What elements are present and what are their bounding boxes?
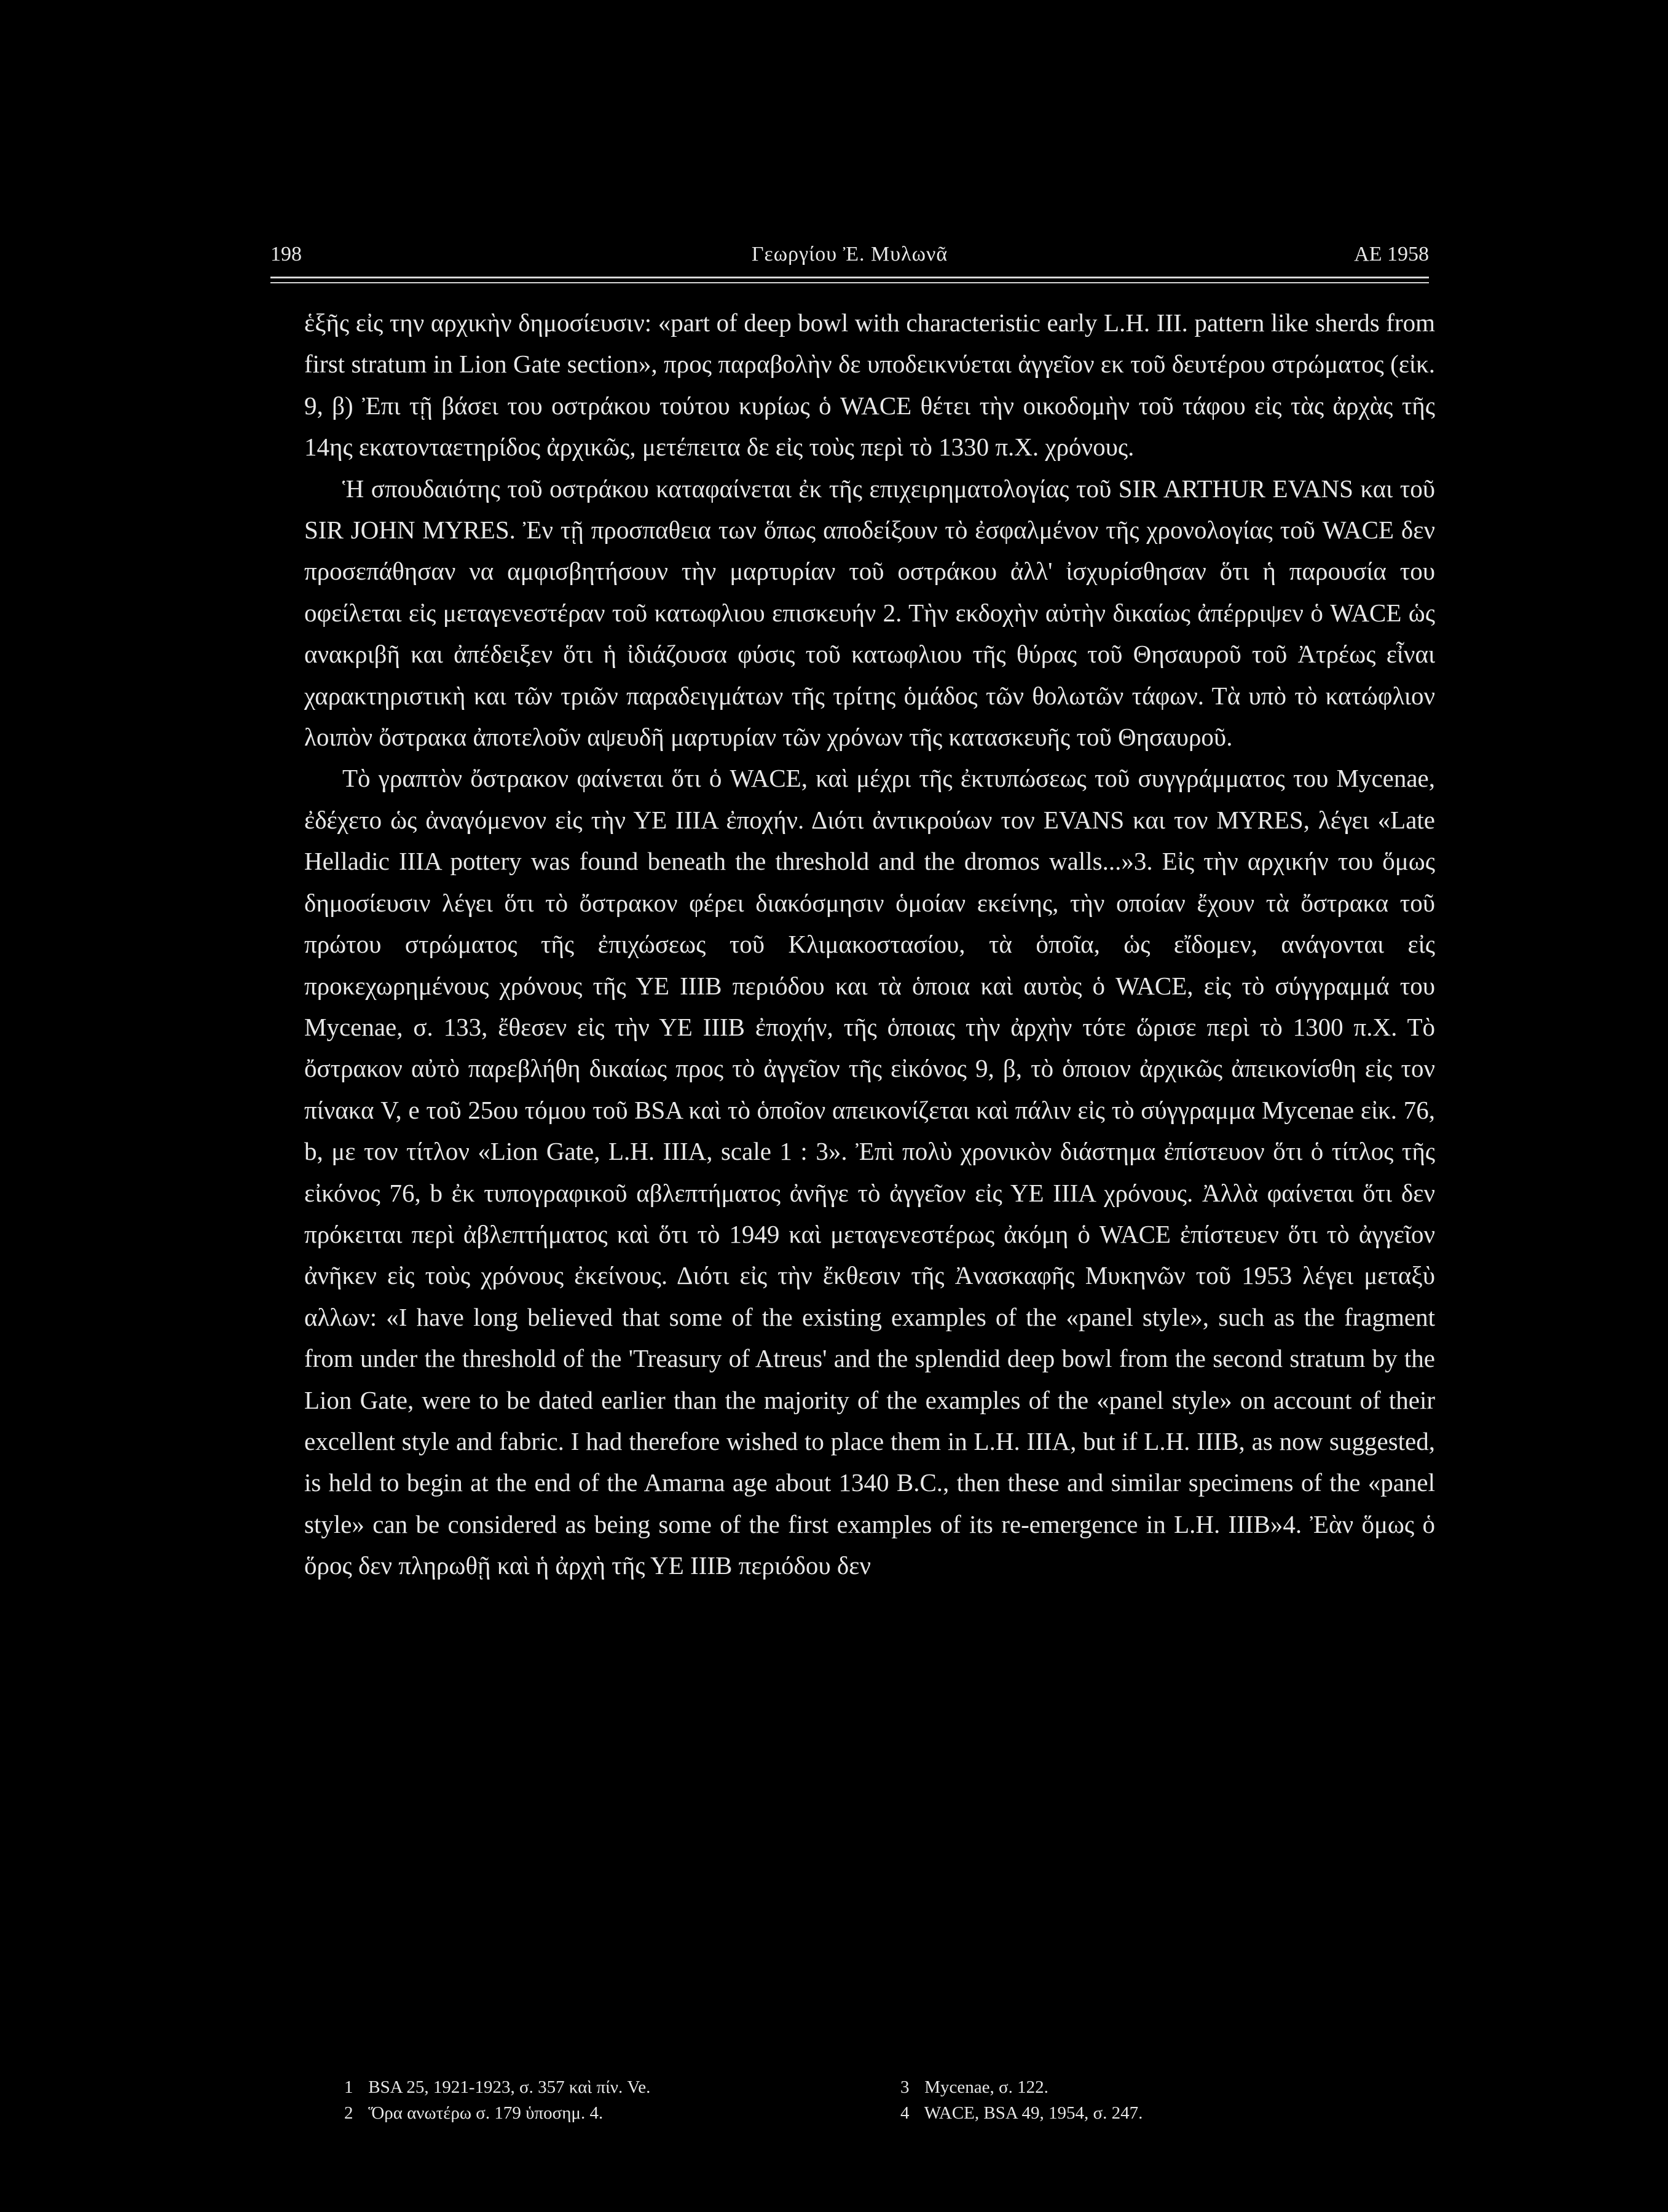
paragraph-2: Ἡ σπουδαιότης τοῦ οστράκου καταφαίνεται ἐκ τῆς επιχειρηματολογίας τοῦ SIR ARTHUR EVANS και τοῦ SIR JOHN MYRES. Ἐν τῇ προσπαθεια των ὅπως αποδείξουν τὸ ἐσφαλμένον τῆς χρονολογίας τοῦ WACE δεν προσεπάθησαν να αμφισβητήσουν τὴν μαρτυρίαν τοῦ οστράκου ἀλλ' ἰσχυρίσθησαν ὅτι ἡ παρουσία του οφείλεται εἰς μεταγενεστέραν τοῦ κατωφλιου επισκευήν 2. Τὴν εκδοχὴν αὐτὴν δικαίως ἀπέρριψεν ὁ WACE ὡς ανακριβῆ και ἀπέδειξεν ὅτι ἡ ἰδιάζουσα φύσις τοῦ κατωφλιου τῆς θύρας τοῦ Θησαυροῦ τοῦ Ἀτρέως εἶναι χαρακτηριστικὴ και τῶν τριῶν παραδειγμάτων τῆς τρίτης ὁμάδος τῶν θολωτῶν τάφων. Τὰ υπὸ τὸ κατώφλιον λοιπὸν ὄστρακα ἀποτελοῦν αψευδῆ μαρτυρίαν τῶν χρόνων τῆς κατασκευῆς τοῦ Θησαυροῦ. [304, 474, 1435, 752]
main-text [304, 302, 1435, 1587]
footnote-2 [344, 2100, 848, 2126]
footnotes-right-column [900, 2074, 1404, 2126]
footnotes-left-column [344, 2074, 848, 2126]
page-number: 198 [270, 243, 302, 266]
footnote-number: 4 [900, 2103, 910, 2123]
paragraph-1: ἑξῆς εἰς την αρχικὴν δημοσίευσιν: «part of deep bowl with characteristic early L.H. III. pattern like sherds from first stratum in Lion Gate section», προς παραβολὴν δε υποδεικνύεται ἀγγεῖον εκ τοῦ δευτέρου στρώματος (εἰκ. 9, β) Ἐπι τῇ βάσει του οστράκου τούτου κυρίως ὁ WACE θέτει τὴν οικοδομὴν τοῦ τάφου εἰς τὰς ἀρχὰς τῆς 14ης εκατονταετηρίδος ἀρχικῶς, μετέπειτα δε εἰς τοὺς περὶ τὸ 1330 π.Χ. χρόνους. [304, 309, 1435, 462]
footnote-4 [900, 2100, 1404, 2126]
footnote-number: 3 [900, 2077, 910, 2097]
page-header [270, 243, 1429, 274]
footnote-text: WACE, BSA 49, 1954, σ. 247. [924, 2103, 1143, 2123]
footnote-text: BSA 25, 1921-1923, σ. 357 καὶ πίν. Ve. [368, 2077, 651, 2097]
footnote-3 [900, 2074, 1404, 2100]
footnote-text: Mycenae, σ. 122. [924, 2077, 1048, 2097]
footnote-number: 1 [344, 2077, 353, 2097]
header-rule-top [270, 277, 1429, 278]
paragraph-3: Τὸ γραπτὸν ὄστρακον φαίνεται ὅτι ὁ WACE, καὶ μέχρι τῆς ἐκτυπώσεως τοῦ συγγράμματος του Mycenae, ἐδέχετο ὡς ἀναγόμενον εἰς τὴν ΥΕ ΙΙΙΑ ἐποχήν. Διότι ἀντικρούων τον EVANS και τον MYRES, λέγει «Late Helladic IIIA pottery was found beneath the threshold and the dromos walls...»3. Εἰς τὴν αρχικήν του ὅμως δημοσίευσιν λέγει ὅτι τὸ ὄστρακον φέρει διακόσμησιν ὁμοίαν εκείνης, τὴν οποίαν ἔχουν τὰ ὄστρακα τοῦ πρώτου στρώματος τῆς ἐπιχώσεως τοῦ Κλιμακοστασίου, τὰ ὁποῖα, ὡς εἴδομεν, ανάγονται εἰς προκεχωρημένους χρόνους τῆς ΥΕ ΙΙΙΒ περιόδου και τὰ ὁποια καὶ αυτὸς ὁ WACE, εἰς τὸ σύγγραμμά του Mycenae, σ. 133, ἔθεσεν εἰς τὴν ΥΕ ΙΙΙΒ ἐποχήν, τῆς ὁποιας τὴν ἀρχὴν τότε ὥρισε περὶ τὸ 1300 π.Χ. Τὸ ὄστρακον αὐτὸ παρεβλήθη δικαίως προς τὸ ἀγγεῖον τῆς εἰκόνος 9, β, τὸ ὁποιον ἀρχικῶς ἀπεικονίσθη εἰς τον πίνακα V, e τοῦ 25ου τόμου τοῦ BSA καὶ τὸ ὁποῖον απεικονίζεται καὶ πάλιν εἰς τὸ σύγγραμμα Mycenae εἰκ. 76, b, με τον τίτλον «Lion Gate, L.H. IIIA, scale 1 : 3». Ἐπὶ πολὺ χρονικὸν διάστημα ἐπίστευον ὅτι ὁ τίτλος τῆς εἰκόνος 76, b ἐκ τυπογραφικοῦ αβλεπτήματος ἀνῆγε τὸ ἀγγεῖον εἰς ΥΕ ΙΙΙΑ χρόνους. Ἀλλὰ φαίνεται ὅτι δεν πρόκειται περὶ ἀβλεπτήματος καὶ ὅτι τὸ 1949 καὶ μεταγενεστέρως ἀκόμη ὁ WACE ἐπίστευεν ὅτι τὸ ἀγγεῖον ἀνῆκεν εἰς τοὺς χρόνους ἐκείνους. Διότι εἰς τὴν ἔκθεσιν τῆς Ἀνασκαφῆς Μυκηνῶν τοῦ 1953 λέγει μεταξὺ αλλων: «I have long believed that some of the existing examples of the «panel style», such as the fragment from under the threshold of the 'Treasury of Atreus' and the splendid deep bowl from the second stratum by the Lion Gate, were to be dated earlier than the majority of the examples of the «panel style» on account of their excellent style and fabric. I had therefore wished to place them in L.H. IIIA, but if L.H. IIIB, as now suggested, is held to begin at the end of the Amarna age about 1340 B.C., then these and similar specimens of the «panel style» can be considered as being some of the first examples of its re-emergence in L.H. IIIB»4. Ἐὰν ὅμως ὁ ὅρος δεν πληρωθῇ καὶ ἡ ἀρχὴ τῆς ΥΕ ΙΙΙΒ περιόδου δεν [304, 764, 1435, 1580]
footnote-number: 2 [344, 2103, 353, 2123]
running-title: Γεωργίου Ἐ. Μυλωνᾶ [751, 243, 948, 266]
footnote-text: Ὅρα ανωτέρω σ. 179 ὑποσημ. 4. [368, 2103, 604, 2123]
header-rule-bottom [270, 282, 1429, 283]
journal-reference: ΑΕ 1958 [1354, 243, 1429, 266]
footnote-1 [344, 2074, 848, 2100]
